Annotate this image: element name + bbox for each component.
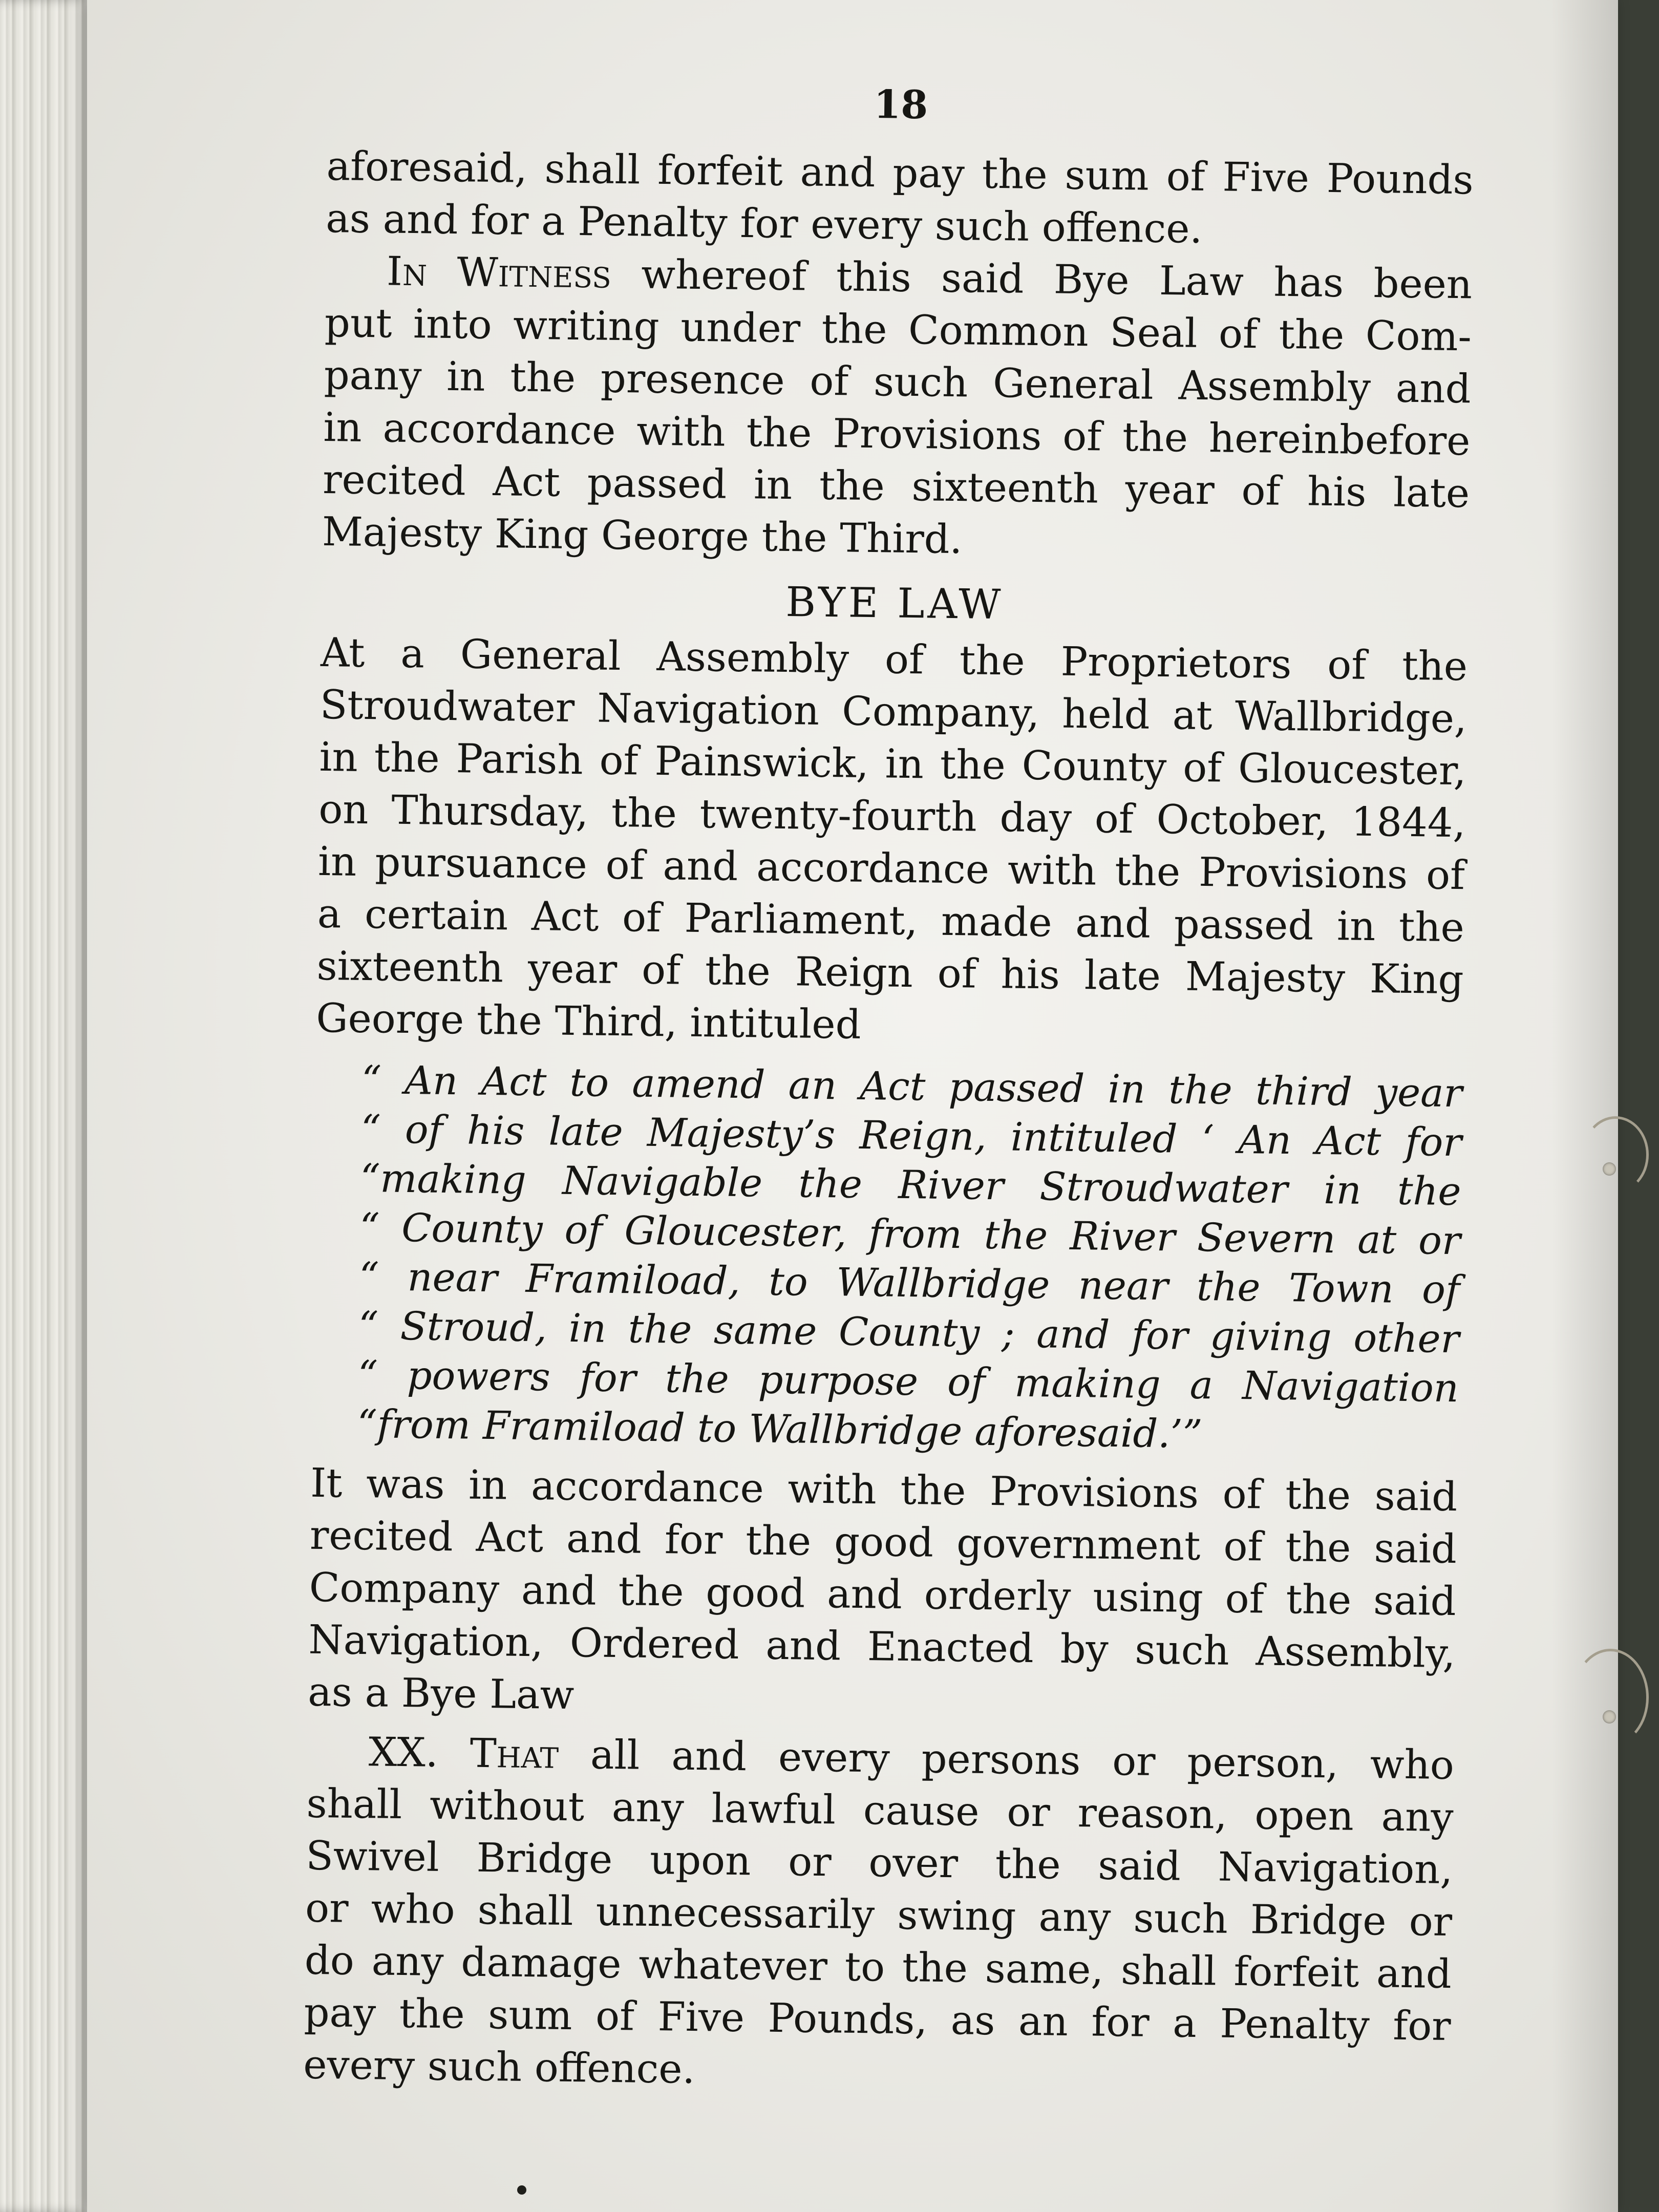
page-number: 18	[873, 81, 928, 128]
clause-lead-smallcaps: That	[470, 1730, 559, 1778]
stacked-page-edges	[0, 0, 97, 2212]
text-line: or who shall unnecessarily swing any such Bridge or	[305, 1885, 1453, 1946]
printed-text-block	[303, 72, 1475, 2105]
witness-lead-smallcaps: In Witness	[386, 248, 612, 297]
text-line: aforesaid, shall forfeit and pay the sum of Five Pounds	[326, 143, 1474, 204]
text-line: Company and the good and orderly using of the said	[309, 1564, 1457, 1625]
section-heading: BYE LAW	[785, 578, 1004, 629]
assembly-paragraph	[316, 627, 1468, 1058]
quote-line: “from Framiload to Wallbridge aforesaid.’”	[357, 1400, 1203, 1457]
quote-line: “ An Act to amend an Act passed in the third year	[361, 1056, 1463, 1116]
quote-line: “making Navigable the River Stroudwater in the	[360, 1155, 1461, 1215]
binding-thread-lower	[1572, 1649, 1649, 1746]
text-line: as and for a Penalty for every such offence.	[325, 195, 1203, 252]
text-line: every such offence.	[303, 2041, 695, 2093]
text-line: pany in the presence of such General Assembly and	[324, 352, 1472, 413]
enactment-paragraph	[308, 1457, 1458, 1732]
clause-xx-paragraph	[303, 1726, 1455, 2105]
text-line: in pursuance of and accordance with the Provisions of	[317, 838, 1465, 899]
text-line: in the Parish of Painswick, in the County of Gloucester,	[319, 734, 1467, 795]
binding-thread-upper	[1582, 1116, 1649, 1193]
text-line: shall without any lawful cause or reason, open any	[306, 1780, 1454, 1841]
closing-penalty-paragraph	[326, 140, 1474, 259]
text-line: put into writing under the Common Seal of the Com-	[324, 300, 1472, 360]
text-line: recited Act and for the good government of the said	[309, 1512, 1457, 1573]
text-line: At a General Assembly of the Proprietors of the	[320, 629, 1468, 690]
quote-line: “ powers for the purpose of making a Navigation	[357, 1351, 1459, 1411]
act-title-quotation	[357, 1055, 1462, 1462]
text-line: a certain Act of Parliament, made and passed in the	[317, 890, 1465, 951]
text-line: Majesty King George the Third.	[322, 508, 963, 563]
ink-dot-mark	[517, 2185, 526, 2195]
text-line: as a Bye Law	[307, 1669, 575, 1719]
quote-line: “ near Framiload, to Wallbridge near the Town of	[358, 1253, 1460, 1313]
clause-number: XX.	[368, 1729, 439, 1776]
text-fragment: whereof this said Bye Law has been	[611, 251, 1473, 308]
text-line: Swivel Bridge upon or over the said Navigation,	[305, 1833, 1453, 1894]
text-line: It was in accordance with the Provisions of the said	[310, 1460, 1458, 1521]
text-line: pay the sum of Five Pounds, as an for a Penalty for	[304, 1989, 1452, 2050]
text-line: George the Third, intituled	[315, 995, 862, 1048]
text-line: sixteenth year of the Reign of his late Majesty King	[316, 943, 1464, 1004]
witness-paragraph	[322, 245, 1472, 572]
text-fragment: all and every persons or person, who	[558, 1731, 1455, 1789]
quote-line: “ County of Gloucester, from the River Severn at or	[359, 1204, 1461, 1264]
text-line: Navigation, Ordered and Enacted by such Assembly,	[308, 1617, 1456, 1677]
page-gutter-shadow	[1551, 0, 1618, 2212]
quote-line: “ of his late Majesty’s Reign, intituled ‘ An Act for	[360, 1105, 1462, 1165]
text-line: on Thursday, the twenty-fourth day of October, 1844,	[318, 786, 1466, 847]
text-line: recited Act passed in the sixteenth year of his late	[322, 456, 1470, 517]
text-line: in accordance with the Provisions of the hereinbefore	[323, 404, 1471, 465]
quote-line: “ Stroud, in the same County ; and for giving other	[358, 1302, 1460, 1362]
text-line: Stroudwater Navigation Company, held at Wallbridge,	[320, 682, 1467, 742]
text-line: do any damage whatever to the same, shall forfeit and	[304, 1937, 1452, 1998]
